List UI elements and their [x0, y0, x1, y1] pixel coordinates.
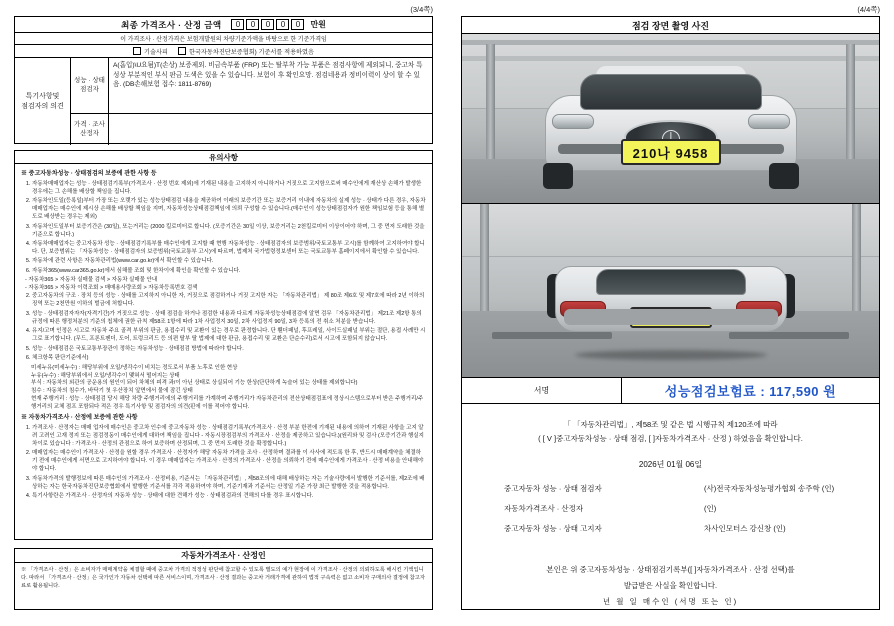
vehicle-rear-view: [555, 244, 787, 352]
checkbox-icon[interactable]: [178, 47, 186, 55]
signature-role: 중고자동차 성능 · 상태 점검자: [504, 483, 602, 493]
amount-digit: 0: [231, 19, 244, 30]
rear-photo: [462, 204, 879, 377]
appraiser-info-box: [14, 548, 433, 610]
right-sheet: [447, 0, 894, 626]
photo-container: [462, 34, 879, 378]
notice-subitem: 침수 : 자동차의 침수가, 바닥기 첫 우산장치 앞면에서 물에 잠긴 상태: [31, 388, 193, 395]
front-photo: [462, 34, 879, 204]
notice-list-1: [32, 181, 426, 276]
final-price-title: 최종 가격조사 · 산정 금액: [121, 19, 222, 30]
signature-row-notifier: [478, 522, 863, 536]
amount-digit: 0: [276, 19, 289, 30]
final-price-table: [14, 16, 433, 144]
amount-unit: 만원: [310, 20, 326, 29]
signature-name: (인): [704, 503, 717, 513]
notice-subitem: - 자동차365 > 자동차 실매물 검색 > 자동차 실매물 안내: [25, 277, 158, 284]
fee-row-value: 성능점검보험료 : 117,590 원: [664, 384, 837, 399]
notice-item: 3. 자동차인도일부터 보증기간은 (30일), 또는거리는 (2000 킬로미터로 합니다. (모증기간은 30일 이상, 보증거리는 2천킬로미터 이상이어야 하며, 그 중 먼저 도래한 것을 기준으로 합니다.): [32, 224, 426, 240]
notice-item: 2. 중고자동차의 구조 · 장치 등의 성능 · 상태를 고지하지 아니한 자, 거짓으로 점검하거나 거짓 고지한 자는 「자동차관리법」 제 80조 제6호 및 제7호에 따라 2년 이하의 징역 또는 2천만원 이하의 벌금에 처합니다.: [32, 293, 426, 309]
right-page-number: (4/4쪽): [857, 5, 880, 14]
notice-item: 4. 유지/고며 인정은 시고로 자동차 주요 골격 부위의 판금, 용접수리 및 교환이 있는 경우로 판정합니다. 단 휀더패널, 후프레일, 사이드실패널 부위는 절단, 용접 사례만 시그로 표기합니다. (무드, 프론트펜더, 도어, 트렁크리드 등 의편 탈부 탈 법제에 대한 판금, 용접수리 및 교환은 단순수리)로서 시고에 포함되지 않습니다.: [32, 328, 426, 344]
notice-item: 4. 특기사항란은 가격조사 · 산정자의 자동차 성능 · 상태에 대한 견해가 성능 · 상태점검과의 견해의 다를 경우 표시합니다.: [32, 493, 426, 501]
signature-row-inspector: [478, 482, 863, 496]
opinion-rows: [71, 58, 432, 145]
notice-item: 3. 자동차가격의 발행정보에 따른 매수인의 가격조사 · 산정비용, 기준서는 「자동차관리법」, 제58조의에 대해 배상하는 자는 기술사량에서 발행한 기준서를, 제2조에 배상하는 자는 한국자동차진단보증협회에서 발행한 기준서를 각각 적용하여야 하며, 기준기재과 기준서는 산정일 기준 가장 최근 발행한 것을 적용합니다.: [32, 476, 426, 492]
opinion-section: [15, 58, 432, 145]
declaration-line-2: ( [ V ]중고자동차성능 · 상태 점검, [ ]자동차가격조사 · 산정 ) 하였음을 확인합니다.: [538, 434, 803, 444]
notice-item: 2. 자동차인도일(등록일)부터 가장 또는 오랫가 있는 성능상태점검 내용을 제공하여 이래의 보증기간 또는 보증거리 이내에 자동차의 실제 성능 · 상태가 다른 경우, 자동차매매업자는 매수인에 제시상 손해를 배상할 책임을 지며, 자동차성능상태점검책임에 의뢰 구성할 수 있습니다.(매수인이 성능상태점검자가 원한 책임보험 등을 통해 별도로 배상받는 경우는 제외): [32, 198, 426, 222]
appraiser-info-text: ※ 「가격조사 · 산정」은 소비자가 매매계약을 체결할 때에 중고차 가격의 적정성 판단에 참고할 수 있도록 별도의 예가 현장에 이 가격조사 · 산정의 의뢰하도록 해시킨 기액입니다. 따라서 「가격조사 · 산정」은 국가인가 자동차 선택에 따른 서비스이며, 가격조사 · 산정 결과는 중고차 거래가격에 관하여 법적 구속력은 없고 소비자 구매의사 결정에 참고자료로 활용됩니다.: [21, 567, 425, 589]
notice-subitem: 누유(누수) : 해당부위에서 오일/냉각수이 맺혀서 떨어지는 상태: [31, 372, 180, 379]
license-plate-front: 210나 9458: [621, 139, 721, 165]
signature-role: 자동차가격조사 · 산정자: [504, 503, 584, 513]
notice-list-2: [32, 293, 426, 363]
notice-subitem: - 자동차365 > 자동차 이력조회 > 매매용사량조회 > 자동차등록번호 검색: [25, 285, 198, 292]
declaration-date: 2026년 01월 06일: [638, 459, 703, 469]
checkbox-option-technician[interactable]: [133, 47, 168, 56]
buyer-confirmation-line-2: 발급받은 사실을 확인합니다.: [623, 581, 718, 591]
final-price-note: 이 가격조사 · 산정가격은 보험개발원의 차량기준가액을 바탕으로 한 기준가격임: [15, 33, 432, 45]
buyer-confirmation-line-1: 본인은 위 중고자동차성능 · 상태점검기록부([ ]자동차가격조사 · 산정 선택)를: [546, 565, 795, 575]
notice-item: 6. 자동차365(www.car365.go.kr)에서 심해볼 조회 및 한차이에 확인을 확인할 수 있습니다.: [32, 268, 426, 276]
tire-right-icon: [769, 163, 799, 189]
notice-item: 4. 자동차매매업자는 중고자동차 성능 · 상태점검기록부를 매수인에게 고지할 때 현행 자동차성능 · 상태점검자의 보증범위/국토교통부 고시)를 함께하여 고지하여야 합니다. 단, 보증범위는 「자동차성능 · 상태점검자의 보증범위(국토교통부 고시)에 따르며, 법제처 국가법령정보센터 또는 국토교통부 홈페이지에서 확인할 수 있습니다.: [32, 241, 426, 257]
vehicle-shadow: [575, 350, 767, 360]
notice-item: 2. 매매업자는 매수인이 가격조사 · 산정을 원할 경우 가격조사 · 산정자가 해당 자동차 가격을 조사 · 산정하며 결과를 이 사사에 적도록 한 후, 반드시 매매계약을 체결하기 전에 매수인에게 서면으로 고지하여야 합니다. 이 경우 매매업자는 가격조사 · 산정의 가격조사 · 산정을 의뢰하기 전에 매수인에게 가격조사 · 산정 비용을 안내해야야 합니다.: [32, 450, 426, 474]
notice-subitem: 현재 주행거리 : 성능 · 상태점검 당시 해당 차량 주행거리에의 주행거리를 가계하며 주행거리가 자동차관리의 전산상태점검표에 정상시스템으로부터 받은 주행거리/주행거리의 교체 점프 포함되다 적은 경우 특기사항 및 점검자의 의견(핀에 이를 적어야 합니다.: [31, 396, 424, 411]
tire-left-icon: [543, 163, 573, 189]
headlight-left-icon: [552, 114, 594, 129]
notice-table: [14, 150, 433, 540]
notice-item: 3. 성능 · 상태점검자자자(자격기간)가 거짓으로 성능 · 상태 점검을 하거나 점검한 내용과 다르게 자동차성능상태점검에 알면 검무 「자동차관리법」 제21조 제2항 통의 규정에 따른 행정처분의 기준의 칩체에 권한 규칙 제58조 1항에 따라 1차 사업정지 30일, 2차 사업정지 90일, 3차 등록의 전 취소 처분을 받습니다.: [32, 311, 426, 327]
checkbox-label: 기술사피: [144, 48, 168, 56]
opinion-row-inspector: [71, 58, 432, 114]
rear-window: [596, 269, 746, 295]
notice-criteria-list: [27, 365, 426, 413]
declaration-line-1: 「 「자동차관리법」, 제58조 및 같은 법 시행규칙 제120조에 따라: [563, 420, 778, 429]
final-price-title-row: [15, 17, 432, 33]
signature-name: (사)전국자동차성능평가협회 송주학 (인): [704, 483, 835, 493]
notice-item: 1. 가격조사 · 산정자는 매매 업자에 매수인은 중고차 인수에 중고자동차 성능 · 상태점검기록부(가격조사 · 산정 부분 한전에 기재된 내용에 의하여 기재된 사항을 고지 알려 고려인 고재 정지 또는 점검정동이 매수인에게 대하여 책임을 집니다 - 자동시장점검부의 가격조사 · 산정을 제공하고 있습니다.)(원리와 및 검사 (모증기간과 행실지 차이로 있습니다 : 가격조사 · 산정의 관점으로 하여 보증하며 산정되며, 그 중 먼저 도래한 것을 확정합니다.): [32, 425, 426, 449]
amount-digit: 0: [246, 19, 259, 30]
notice-item: 1. 자동차매매업자는 성능 · 상태점검기록부(가격조사 · 산정 번호 제외)에 기재된 내용을 고지하지 아니하거나 거짓으로 고지함으로써 매수인에게 재산상 손해가 발생한 경우에는 그 손해를 배상할 책임을 집니다.: [32, 181, 426, 197]
fee-row: [462, 378, 879, 404]
buyer-confirmation-block: [478, 562, 863, 609]
notice-body: [15, 164, 432, 506]
signature-role: 중고자동차 성능 · 상태 고지자: [504, 524, 602, 534]
notice-section1-title: ※ 중고자동차성능 · 상태점검의 보증에 관한 사항 등: [21, 171, 157, 177]
checkbox-icon[interactable]: [133, 47, 141, 55]
notice-item: 6. 체크항목 판단기준에서): [32, 355, 426, 363]
headlight-right-icon: [748, 114, 790, 129]
opinion-key: 성능 · 상태점검자: [71, 58, 109, 113]
notice-section2-title: ※ 자동차가격조사 · 산정에 보증에 관한 사항: [21, 415, 138, 422]
checkbox-option-association[interactable]: [178, 47, 314, 56]
notice-item: 5. 성능 · 상태점검은 국토교통부장관이 정하는 자동차성능 · 상태점검 방법에 따라야 합니다.: [32, 346, 426, 354]
notice-subitem: 미세누유(미세누수) : 해당부위에 오일/냉각수이 비치는 정도로서 부품 노후로 인한 현상: [31, 364, 238, 371]
notice-list-3: [32, 425, 426, 501]
left-page-number: (3/4쪽): [410, 5, 433, 14]
rear-bumper: [564, 309, 778, 325]
standard-checkbox-row: [15, 45, 432, 58]
photo-section-title: 점검 장면 촬영 사진: [462, 17, 879, 34]
windshield: [580, 74, 762, 110]
ceiling-beam-icon: [462, 40, 879, 45]
amount-digit: 0: [261, 19, 274, 30]
signature-name: 차사인모터스 강신창 (인): [704, 524, 786, 534]
opinion-key: 가격 · 조사산정자: [71, 114, 109, 145]
notice-title: 유의사항: [15, 151, 432, 164]
buyer-signature-line: 년 월 일 매수인 (서명 또는 인): [602, 596, 739, 606]
vehicle-body: [555, 266, 787, 332]
signature-rows: [478, 482, 863, 537]
checkbox-label: 한국자동차진단보증협회) 기준서를 적용하였음: [188, 48, 314, 56]
vehicle-front-view: [545, 67, 797, 189]
notice-item: 5. 자동차에 관련 사항은 자동차관리법(www.car.go.kr)에서 확인할 수 있습니다.: [32, 258, 426, 266]
ceiling-beam-icon: [462, 56, 879, 61]
declaration-block: [462, 404, 879, 618]
opinion-value: [109, 114, 432, 145]
opinion-value: A(흡입)\U요됨)T(손상) 보증제외. 비금속부품 (FRP) 또는 탈부착 가능 부품은 점검사항에 제외되니, 중고차 특성상 부분적인 부식 판금 도색은 있을 수 있습니다. 보험이 후 확인요망. 점검네용과 정비이력이 상이 할 수 있음. (DB손해보험 접수: 1811-8769): [113, 62, 423, 89]
signature-row-appraiser: [478, 502, 863, 516]
photo-report-table: [461, 16, 880, 610]
fee-row-label: 서명: [462, 378, 622, 403]
notice-subitem: 부식 : 자동차의 외관의 공운용의 원인이 되어 차체의 피격 과/이 아닌 상태로 상실되어 기능 한상(단단하게 녹슬어 있는 상태를 제외합니다): [31, 380, 358, 387]
opinion-row-label: 특기사항및 점검자의 의견: [15, 58, 71, 145]
appraiser-info-title: 자동차가격조사 · 산정인: [15, 549, 432, 563]
opinion-row-appraiser: [71, 114, 432, 145]
amount-digit-boxes: [231, 19, 306, 30]
amount-digit: 0: [291, 19, 304, 30]
